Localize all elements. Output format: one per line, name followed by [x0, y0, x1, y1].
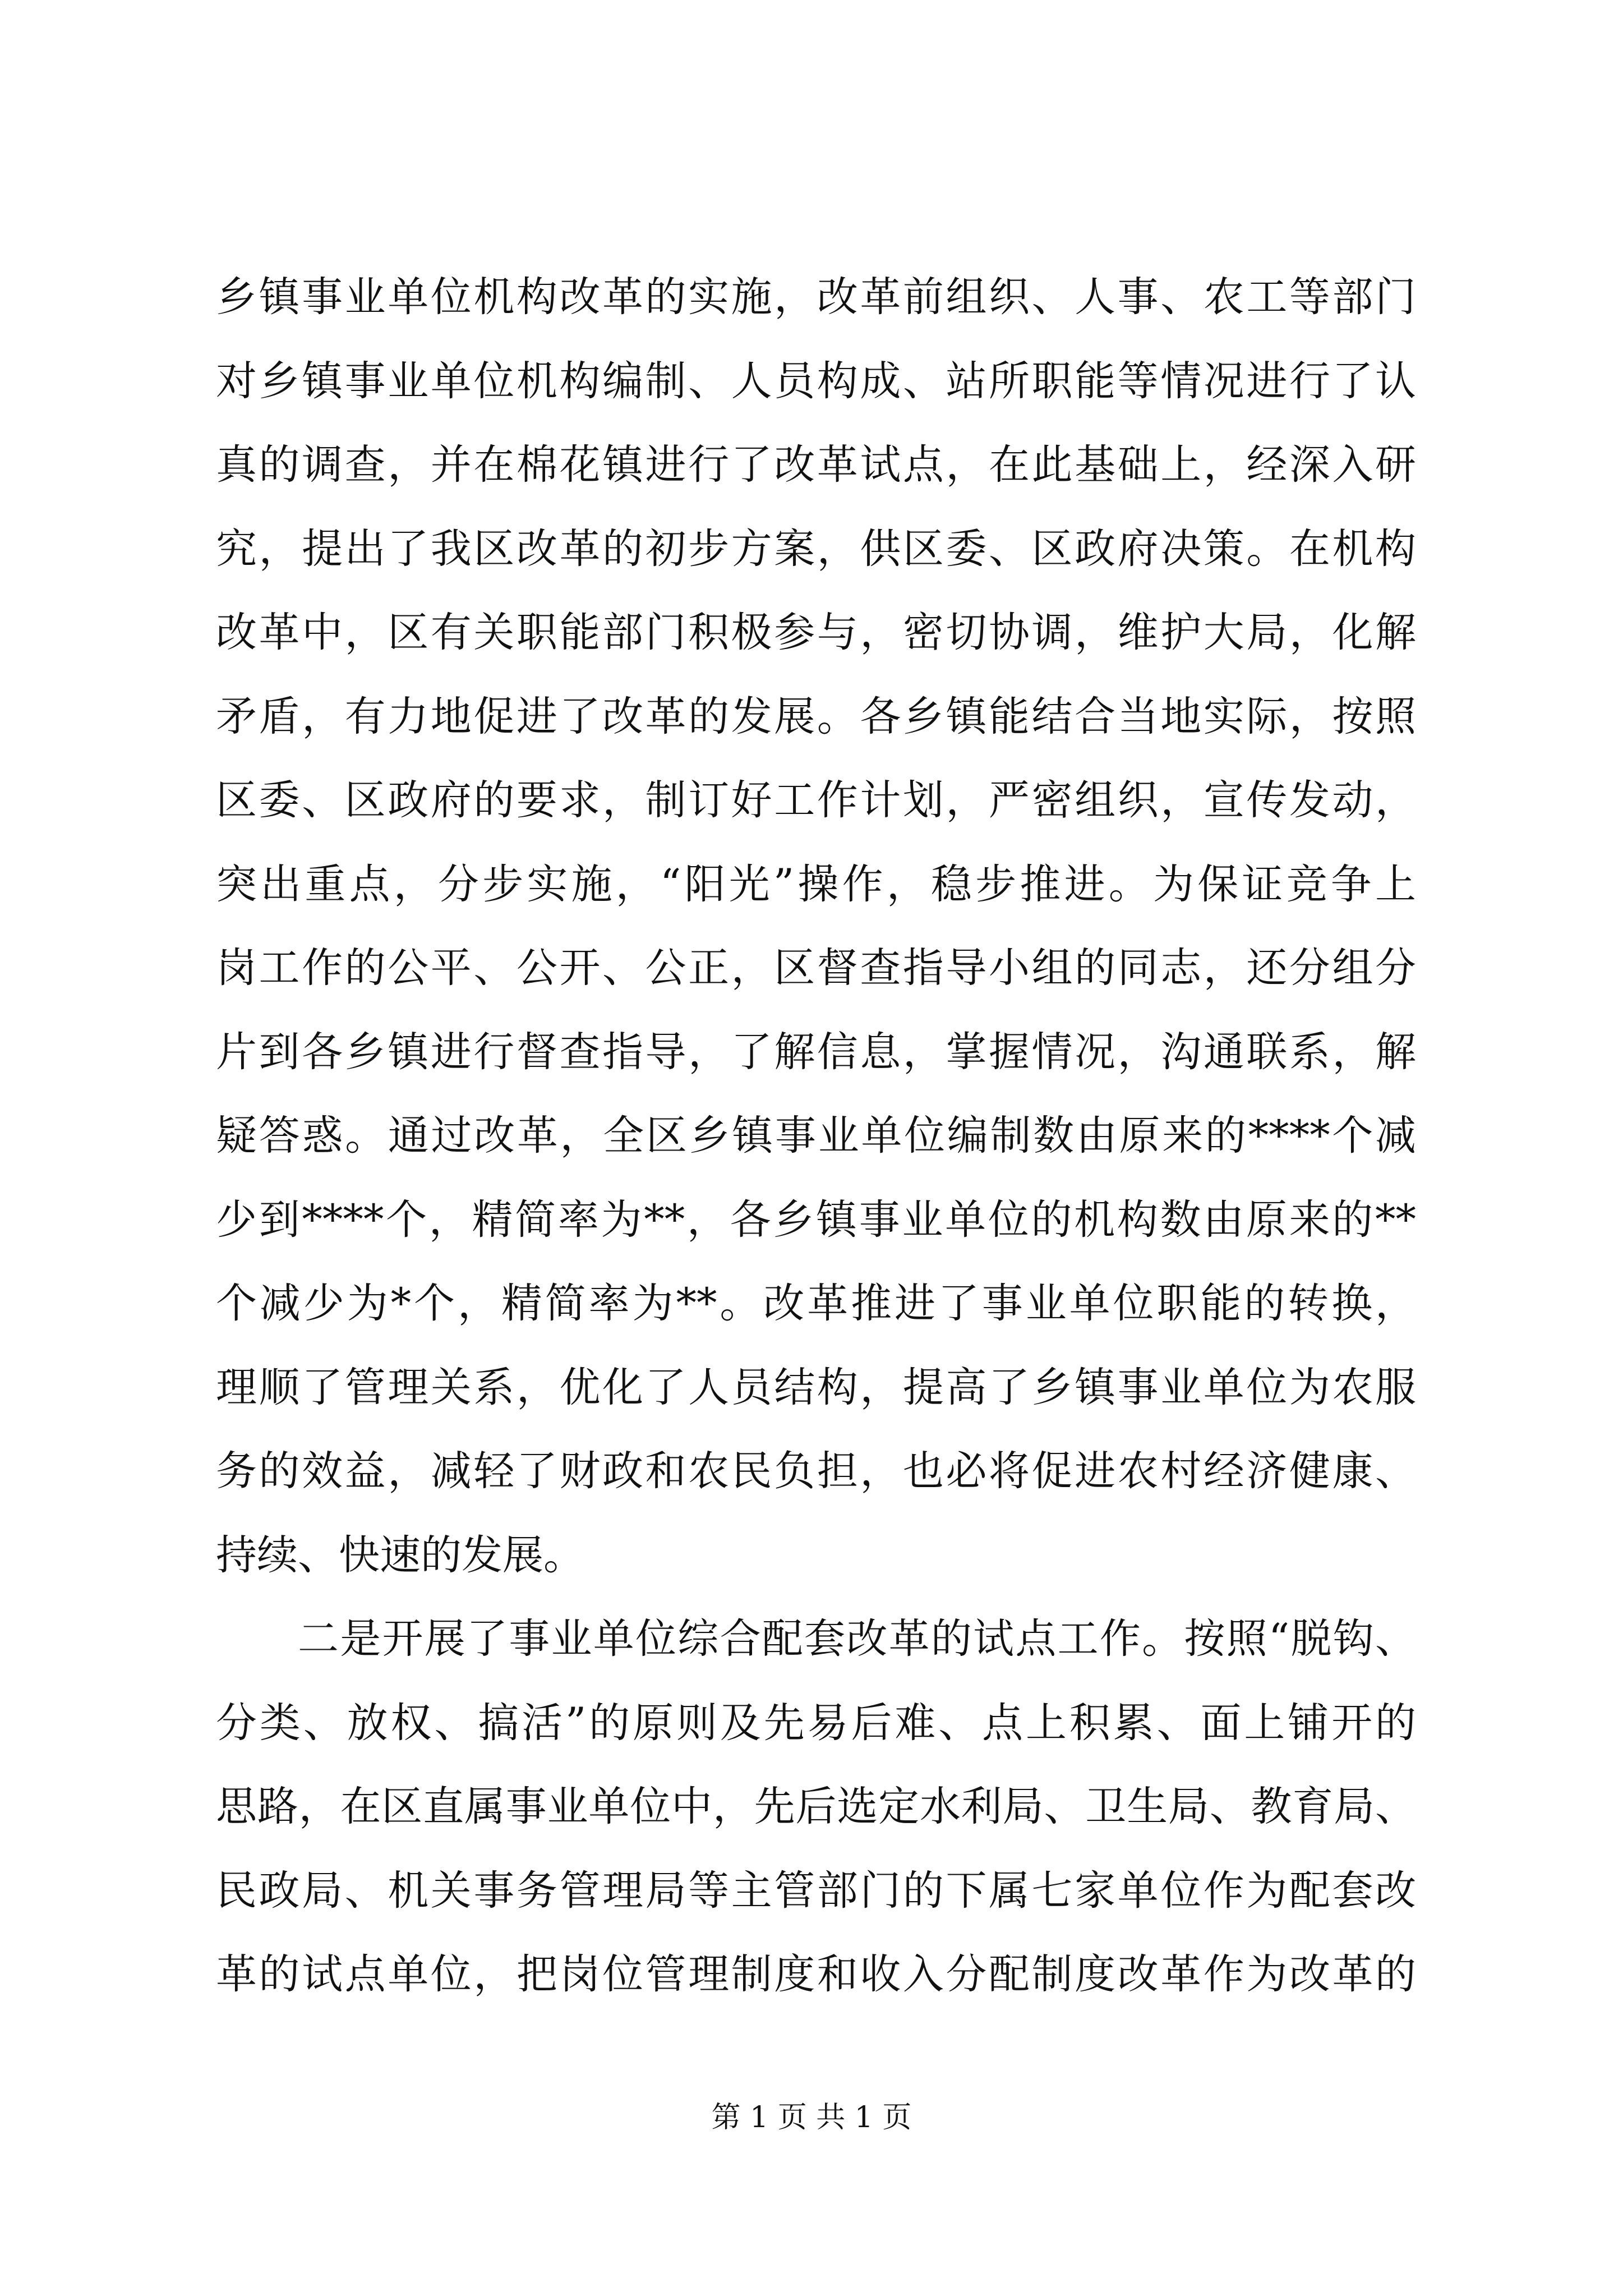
text-line: 岗工作的公平、公开、公正，区督查指导小组的同志，还分组分: [216, 944, 1416, 992]
text-line: 二是开展了事业单位综合配套改革的试点工作。按照“脱钩、: [298, 1615, 1416, 1663]
text-line: 理顺了管理关系，优化了人员结构，提高了乡镇事业单位为农服: [216, 1363, 1416, 1411]
text-line: 真的调查，并在棉花镇进行了改革试点，在此基础上，经深入研: [216, 441, 1416, 489]
text-line: 疑答惑。通过改革，全区乡镇事业单位编制数由原来的****个减: [216, 1112, 1416, 1159]
text-line: 少到****个，精简率为**，各乡镇事业单位的机构数由原来的**: [216, 1195, 1416, 1244]
text-line: 突出重点，分步实施，“阳光”操作，稳步推进。为保证竞争上: [216, 860, 1416, 908]
text-line: 分类、放权、搞活”的原则及先易后难、点上积累、面上铺开的: [216, 1699, 1416, 1747]
text-line: 改革中，区有关职能部门积极参与，密切协调，维护大局，化解: [216, 609, 1416, 656]
text-line: 矛盾，有力地促进了改革的发展。各乡镇能结合当地实际，按照: [216, 692, 1416, 740]
text-line: 乡镇事业单位机构改革的实施，改革前组织、人事、农工等部门: [216, 273, 1416, 321]
page-footer: [0, 2098, 1623, 2137]
text-line: 个减少为*个，精简率为**。改革推进了事业单位职能的转换，: [216, 1280, 1416, 1327]
text-line: 片到各乡镇进行督查指导，了解信息，掌握情况，沟通联系，解: [216, 1028, 1416, 1076]
paragraph-2: [216, 1597, 1416, 2017]
paragraph-1: [216, 255, 1416, 1597]
text-line: 务的效益，减轻了财政和农民负担，也必将促进农村经济健康、: [216, 1447, 1416, 1495]
text-line: 民政局、机关事务管理局等主管部门的下属七家单位作为配套改: [216, 1866, 1416, 1915]
document-body: [216, 255, 1416, 2017]
text-line: 区委、区政府的要求，制订好工作计划，严密组织，宣传发动，: [216, 776, 1416, 824]
text-line: 思路，在区直属事业单位中，先后选定水利局、卫生局、教育局、: [216, 1783, 1416, 1830]
text-line: 革的试点单位，把岗位管理制度和收入分配制度改革作为改革的: [216, 1950, 1416, 1998]
text-line: 对乡镇事业单位机构编制、人员构成、站所职能等情况进行了认: [216, 357, 1416, 405]
text-line: 持续、快速的发展。: [216, 1531, 584, 1579]
text-line: 究，提出了我区改革的初步方案，供区委、区政府决策。在机构: [216, 524, 1416, 573]
page-number-label: 第 1 页 共 1 页: [711, 2101, 912, 2134]
